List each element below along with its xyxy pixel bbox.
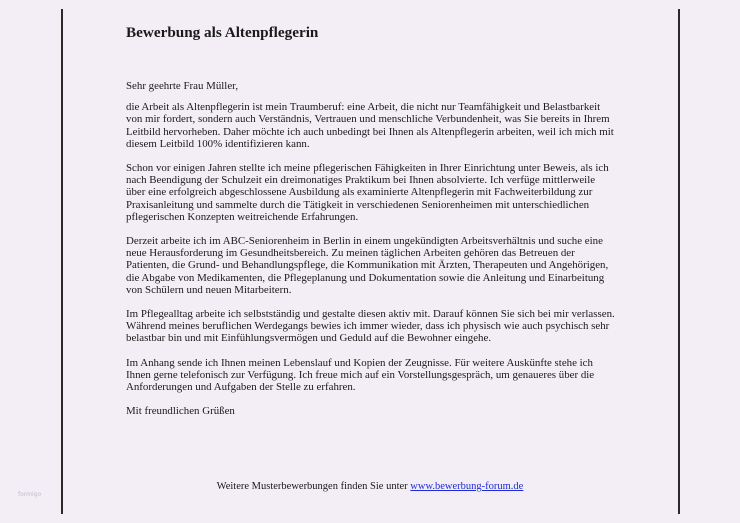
letter-body (126, 24, 616, 417)
paragraph-3: Derzeit arbeite ich im ABC-Seniorenheim in Berlin in einem ungekündigten Arbeitsverhältnis und suche eine neue Herausforderung im Gesundheitsbereich. Zu meinen täglichen Arbeiten gehören das Betreuen der Patienten, die Grund- und Behandlungspflege, die Kommunikation mit Ärzten, Therapeuten und Angehörigen, die Abgabe von Medikamenten, die Pflegeplanung und Dokumentation sowie die Anleitung und Einarbeitung von Schülern und neuen Mitarbeitern. (126, 235, 609, 296)
footer (62, 481, 678, 493)
watermark: formigo (18, 491, 42, 498)
left-margin-rule (61, 9, 63, 514)
footer-text: Weitere Musterbewerbungen finden Sie unter (216, 481, 411, 492)
letter-title: Bewerbung als Altenpflegerin (126, 24, 319, 41)
paragraph-1: die Arbeit als Altenpflegerin ist mein Traumberuf: eine Arbeit, die nicht nur Teamfähigkeit und Belastbarkeit von mir fordert, sondern auch Verständnis, Vertrauen und menschliche Verbundenheit, was Sie bereits in Ihrem Leitbild hervorheben. Daher möchte ich auch unbedingt bei Ihnen als Altenpflegerin arbeiten, weil ich mich mit diesem Leitbild 100% identifizieren kann. (126, 101, 614, 150)
paragraph-2: Schon vor einigen Jahren stellte ich meine pflegerischen Fähigkeiten in Ihrer Einrichtung unter Beweis, als ich nach Beendigung der Schulzeit ein dreimonatiges Praktikum bei Ihnen absolvierte. Ich verfüge mittlerweile über eine erfolgreich abgeschlossene Ausbildung als examinierte Altenpflegerin mit Fachweiterbildung zur Praxisanleitung und sammelte durch die Tätigkeit in verschiedenen Seniorenheimen mit unterschiedlichen pflegerischen Konzepten weitreichende Erfahrungen. (126, 162, 609, 223)
salutation: Sehr geehrte Frau Müller, (126, 80, 239, 92)
paragraph-5: Im Anhang sende ich Ihnen meinen Lebenslauf und Kopien der Zeugnisse. Für weitere Auskünfte stehe ich Ihnen gerne telefonisch zur Verfügung. Ich freue mich auf ein Vorstellungsgespräch, um genaueres über die Anforderungen und Aufgaben der Stelle zu erfahren. (126, 356, 595, 394)
paragraph-4: Im Pflegealltag arbeite ich selbstständig und gestalte diesen aktiv mit. Darauf können Sie sich bei mir verlassen. Während meines beruflichen Werdegangs bewies ich immer wieder, dass ich physisch wie auch psychisch sehr belastbar bin und mit Einfühlungsvermögen und Geduld auf die Bewohner eingehe. (126, 308, 615, 345)
closing: Mit freundlichen Grüßen (126, 405, 235, 418)
footer-link[interactable]: www.bewerbung-forum.de (410, 481, 524, 492)
right-margin-rule (678, 9, 680, 514)
